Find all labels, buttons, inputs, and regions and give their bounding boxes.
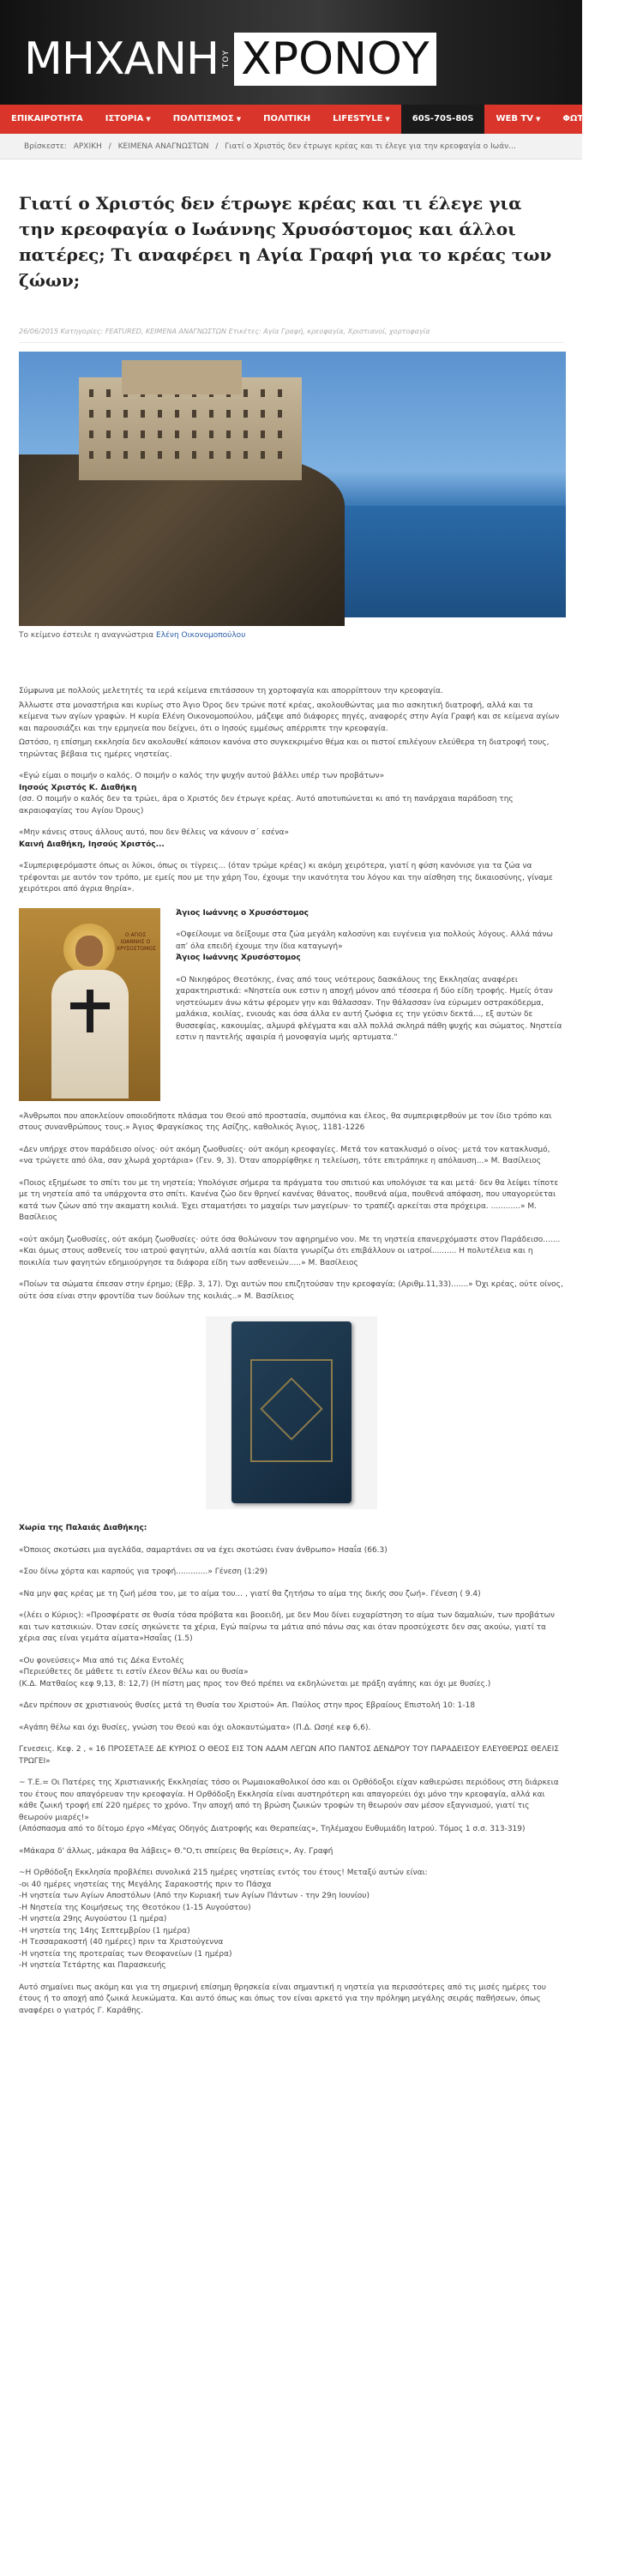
monastery-window <box>89 389 93 397</box>
quote <box>176 930 563 965</box>
icon-cross <box>87 990 93 1032</box>
site-header <box>0 0 582 105</box>
quote: «Ποίων τα σώματα έπεσαν στην έρημο; (Εβρ. 3, 17). Όχι αυτών που επιζητούσαν την κρεοφαγία; (Αριθμ.11,33).......» Όχι κρέας, ούτε οίνος, ούτε όσα είναι στην φροντίδα των δούλων της κοιλιάς..» Μ. Βασίλειος <box>19 1280 563 1301</box>
quote: «Να μην φας κρέας με τη ζωή μέσα του, με το αίμα του... , γιατί θα ζητήσω το αίμα της δικής σου ζωή». Γένεση ( 9.4) <box>19 1589 481 1598</box>
quote: «Συμπεριφερόμαστε όπως οι λύκοι, όπως οι τίγρεις... (όταν τρώμε κρέας) κι ακόμη χειρότερα, γιατί η φύση κανόνισε για τα ζώα να τρέφονται με αυτόν τον τρόπο, με εμείς που με την χάρη Του, έχουμε την ικανότητα του λόγου και την αίσθηση της δικαιοσύνης, γίναμε χειρότεροι από άγρια θηρία». <box>19 862 553 894</box>
chevron-down-icon: ▼ <box>146 116 151 123</box>
breadcrumb-current: Γιατί ο Χριστός δεν έτρωγε κρέας και τι έλεγε για την κρεοφαγία ο Ιωάν... <box>225 142 516 151</box>
monastery-window <box>278 410 282 418</box>
nav-item-photography[interactable]: ΦΩΤΟΓΡΑΦΙΑ <box>562 114 627 123</box>
nav-item-history[interactable]: ΙΣΤΟΡΙΑ ▼ <box>105 114 151 123</box>
breadcrumb-prefix: Βρίσκεστε: <box>24 142 67 151</box>
nav-item-lifestyle[interactable]: LIFESTYLE ▼ <box>333 114 390 123</box>
quote-source: Καινή Διαθήκη, Ιησούς Χριστός... <box>19 840 165 849</box>
monastery-window <box>123 410 128 418</box>
monastery-window <box>175 410 179 418</box>
chrysostom-section <box>19 908 563 1101</box>
monastery-window <box>141 410 145 418</box>
monastery-window <box>89 410 93 418</box>
article <box>0 190 582 2017</box>
breadcrumb-sep: / <box>215 142 219 151</box>
monastery-window <box>226 410 231 418</box>
paragraph: Ωστόσο, η επίσημη εκκλησία δεν ακολουθεί κάποιον κανόνα στο συγκεκριμένο θέμα και οι πιστοί επιλέγουν ελεύθερα τη διατροφή τους, τηρώντας βέβαια τις ημέρες νηστείας. <box>19 738 550 759</box>
monastery-window <box>123 430 128 438</box>
monastery-window <box>261 430 265 438</box>
monastery-window <box>209 430 213 438</box>
article-title: Γιατί ο Χριστός δεν έτρωγε κρέας και τι έλεγε για την κρεοφαγία ο Ιωάννης Χρυσόστομος και άλλοι πατέρες; Τι αναφέρει η Αγία Γραφή για το κρέας των ζώων; <box>19 193 552 291</box>
paragraph: ~ Τ.Ε.= Οι Πατέρες της Χριστιανικής Εκκλησίας τόσο οι Ρωμαιοκαθολικοί όσο και οι Ορθόδοξοι είχαν καθιερώσει περιόδους στη διάρκεια του έτους που απαγόρευαν την κρεοφαγία. Η Ορθόδοξη Εκκλησία είναι αυστηρότερη και απαγορεύει όχι μόνο την κρεοφαγία, αλλά και κάθε ζωική τροφή επί 220 ημέρες το χρόνο. Την αποχή από τη βρώση ζωικών τροφών τη θεωρούν σαν μέσον εξαγνισμού, γιατί τις θεωρούν μιαρές!» (Απόσπασμα από το δίτομο έργο «Μέγας Οδηγός Διατροφής και Θεραπείας», Τηλέμαχου Ευθυμιάδη Ιατρού. Τόμος 1 σ.σ. 313-319) <box>19 1779 559 1833</box>
quote: «Δεν πρέπουν σε χριστιανούς θυσίες μετά τη Θυσία του Χριστού» Απ. Παύλος στην προς Εβραίους Επιστολή 10: 1-18 <box>19 1701 476 1710</box>
quote-note: (σσ. Ο ποιμήν ο καλός δεν τα τρώει, άρα ο Χριστός δεν έτρωγε κρέας. Αυτό αποτυπώνεται κι από τη πανάρχαια παράδοση της ακραιοφαγίας του Αγίου Όρους) <box>19 795 514 816</box>
monastery-window <box>209 451 213 459</box>
paragraph: Άλλωστε στα μοναστήρια και κυρίως στο Άγιο Όρος δεν τρώνε ποτέ κρέας, ακολουθώντας μια πιο ασκητική διατροφή, αλλά και τα κείμενα των αγίων γραφών. Η κυρία Ελένη Οικονομοπούλου, μάζεψε από διάφορες πηγές, αναφορές στην Αγία Γραφή και σε κείμενα αγίων και παρουσιάζει και την ερμηνεία που δείχνει, ότι ο Ιησούς εμμέσως απέρριπτε την κρεοφαγία. <box>19 701 560 733</box>
monastery-window <box>175 430 179 438</box>
nav-item-politics[interactable]: ΠΟΛΙΤΙΚΗ <box>263 114 311 123</box>
saint-icon-image <box>19 908 160 1101</box>
list-item: -Η νηστεία της προτεραίας των Θεοφανείων (1 ημέρα) <box>19 1949 232 1959</box>
nav-item-culture[interactable]: ΠΟΛΙΤΙΣΜΟΣ ▼ <box>172 114 242 123</box>
hero-image-monastery <box>19 352 566 617</box>
quote: Γενεσεις. Κεφ. 2 , « 16 ΠΡΟΣΕΤΑΞΕ ΔΕ ΚΥΡΙΟΣ Ο ΘΕΟΣ ΕΙΣ ΤΟΝ ΑΔΑΜ ΛΕΓΩΝ ΑΠΟ ΠΑΝΤΟΣ ΔΕΝΔΡΟΥ ΤΟΥ ΠΑΡΑΔΕΙΣΟΥ ΕΛΕΥΘΕΡΩΣ ΘΕΛΕΙΣ ΤΡΩΓΕΙ» <box>19 1745 559 1766</box>
monastery-window <box>278 451 282 459</box>
hero-cliff <box>19 454 345 626</box>
breadcrumb-sep: / <box>108 142 111 151</box>
section-heading: Άγιος Ιωάννης ο Χρυσόστομος <box>176 908 309 918</box>
monastery-window <box>192 430 196 438</box>
nav-item-60s70s80s[interactable]: 60S-70S-80S <box>401 105 485 134</box>
quote-source: Ιησούς Χριστός Κ. Διαθήκη <box>19 783 137 792</box>
monastery-window <box>106 410 111 418</box>
quote: «Μάκαρα δ' άλλως, μάκαρα θα λάβεις» Θ."Ο,τι σπείρεις θα θερίσεις», Αγ. Γραφή <box>19 1846 334 1856</box>
monastery-window <box>278 430 282 438</box>
monastery-window <box>106 389 111 397</box>
monastery-window <box>141 451 145 459</box>
list-item: -Η Νηστεία της Κοιμήσεως της Θεοτόκου (1-15 Αυγούστου) <box>19 1903 251 1912</box>
monastery-window <box>158 451 162 459</box>
image-caption <box>19 631 563 640</box>
breadcrumb-home[interactable]: ΑΡΧΙΚΗ <box>73 142 102 151</box>
monastery-window <box>261 389 265 397</box>
monastery-window <box>226 451 231 459</box>
monastery-window <box>158 430 162 438</box>
caption-text: Το κείμενο έστειλε η αναγνώστρια <box>19 631 157 640</box>
icon-face <box>75 936 103 966</box>
nav-item-webtv[interactable]: WEB TV ▼ <box>496 114 541 123</box>
logo-word-small: ΤΟΥ <box>222 50 231 69</box>
caption-author-link[interactable]: Ελένη Οικονομοπούλου <box>156 631 246 640</box>
monastery-window <box>89 451 93 459</box>
monastery-window <box>106 451 111 459</box>
monastery-window <box>141 430 145 438</box>
icon-inscription: Ο ΑΓΙΟΣ ΙΩΑΝΝΗΣ Ο ΧΡΥΣΟΣΤΟΜΟΣ <box>117 931 156 952</box>
list-item: -Η Τεσσαρακοστή (40 ημέρες) πριν τα Χριστούγεννα <box>19 1938 224 1947</box>
quote: «Ο Νικηφόρος Θεοτόκης, ένας από τους νεότερους δασκάλους της Εκκλησίας αναφέρει χαρακτηριστικά: «Νηστεία ουκ εστιν η αποχή μόνον από τέσσερα ή δύο είδη τροφής. Ημείς όταν νηστεύωμεν άνω κάτω φέρομεν γην και θάλασσαν. Την θάλασσαν ίνα εύρωμεν οστρακόδερμα, μαλάκια, κοιλίας, ενιουάς και όσα άλλα εν αυτή ζωόφια ες την γεύσιν δεκτά..., εξ αυτών δε θυσσεφίας, κακουμίας, αλμυρά φλέγματα και αλλ πολλά σκληρά πάθη ψυχής και σώματος. Νηστεία εστιν η παντελής αφαιρία ή μονοφαγία ωμής αρτυματα." <box>176 975 562 1042</box>
nav-item-news[interactable]: ΕΠΙΚΑΙΡΟΤΗΤΑ <box>11 114 83 123</box>
monastery-window <box>123 451 128 459</box>
quote: «Ποιος εξημέωσε το σπίτι του με τη νηστεία; Υπολόγισε σήμερα τα πράγματα του σπιτιού και υπολόγισε τα και μετά· δεν θα λείψει τίποτε με τη νηστεία από τα υπάρχοντα στο σπίτι. Κανένα ζώο δεν θρηνεί κανένας θάνατος, πουθενά αίμα, πουθενά απόφαση, που υπαγορεύεται κατά των ζώων από την ακαματη κοιλιά. Έχει σταματήσει το μαχαίρι των μαγείρων· το τραπέζι αρκείται στα πρόχειρα. ............» Μ. Βασίλειος <box>19 1178 559 1222</box>
hero-monastery-top <box>122 360 242 394</box>
chrysostom-text <box>176 908 563 1101</box>
monastery-window <box>209 410 213 418</box>
monastery-window <box>243 410 248 418</box>
quote: «Δεν υπήρχε στον παράδεισο οίνος· ούτ ακόμη ζωοθυσίες· ούτ ακόμη κρεοφαγίες. Μετά τον κατακλυσμό ο οίνος· μετά τον κατακλυσμό, «να τρώγετε από όλα, σαν χλωρά χορτάρια» (Γεν. 9, 3). Όταν απορρίφθηκε η τελείωση, τότε επιτράπηκε η απόλαυση...» Μ. Βασίλειος <box>19 1145 550 1165</box>
monastery-window <box>158 410 162 418</box>
monastery-window <box>261 410 265 418</box>
quote: «Όποιος σκοτώσει μια αγελάδα, σαμαρτάνει σα να έχει σκοτώσει έναν άνθρωπο» Ησαΐα (66.3) <box>19 1545 388 1555</box>
chevron-down-icon: ▼ <box>535 116 541 123</box>
old-book-image <box>206 1316 377 1509</box>
list-item: -Η νηστεία των Αγίων Αποστόλων (Από την Κυριακή των Αγίων Πάντων - την 29η Ιουνίου) <box>19 1892 370 1900</box>
paragraph: Σύμφωνα με πολλούς μελετητές τα ιερά κείμενα επιτάσσουν τη χορτοφαγία και απορρίπτουν την κρεοφαγία. <box>19 687 443 695</box>
quote <box>19 771 563 817</box>
site-logo[interactable] <box>24 33 436 86</box>
monastery-window <box>226 430 231 438</box>
logo-word-box: ΧΡΟΝΟΥ <box>234 33 436 86</box>
monastery-window <box>89 430 93 438</box>
monastery-window <box>192 410 196 418</box>
monastery-window <box>192 451 196 459</box>
quote-source: Άγιος Ιωάννης Χρυσόστομος <box>176 954 301 962</box>
main-nav <box>0 105 627 134</box>
fasting-list <box>19 1880 563 1972</box>
monastery-window <box>243 451 248 459</box>
monastery-window <box>175 451 179 459</box>
article-meta: 26/06/2015 Κατηγορίες: FEATURED, ΚΕΙΜΕΝΑ ΑΝΑΓΝΩΣΤΩΝ Ετικέτες: Αγία Γραφή, κρεοφαγία, Χριστιανοί, χορτοφαγία <box>19 328 563 343</box>
logo-word-main: ΜΗΧΑΝΗ <box>24 33 219 85</box>
paragraph: Αυτό σημαίνει πως ακόμη και για τη σημερινή επίσημη θρησκεία είναι σημαντική η νηστεία για περισσότερες από τις μισές ημέρες του έτους ή το αποχή από ζωικά λευκώματα. Και αυτό όπως και όπως τον είναι αρκετό για την πρόληψη μεγάλης σειράς παθήσεων, όπως αναφέρει ο γιατρός Γ. Καράθης. <box>19 1983 546 2015</box>
list-item: -οι 40 ημέρες νηστείας της Μεγάλης Σαρακοστής πριν το Πάσχα <box>19 1880 272 1889</box>
monastery-window <box>278 389 282 397</box>
quote-text: «Μην κάνεις στους άλλους αυτό, που δεν θέλεις να κάνουν σ΄ εσένα» <box>19 828 290 837</box>
quote: «Άνθρωποι που αποκλείουν οποιοδήποτε πλάσμα του Θεού από προστασία, συμπόνια και έλεος, θα συμπεριφερθούν με τον ίδιο τρόπο και στους συνανθρώπους τους.» Άγιος Φραγκίσκος της Ασίζης, καθολικός Άγιος, 1181-1226 <box>19 1111 552 1132</box>
chevron-down-icon: ▼ <box>236 116 242 123</box>
list-item: -Η νηστεία Τετάρτης και Παρασκευής <box>19 1961 166 1970</box>
breadcrumb <box>0 134 582 159</box>
list-item: -Η νηστεία 29ης Αυγούστου (1 ημέρα) <box>19 1915 167 1923</box>
quote-text: «Οφείλουμε να δείξουμε στα ζώα μεγάλη καλοσύνη και ευγένεια για πολλούς λόγους. Αλλά πάνω απ’ όλα επειδή έχουμε την ίδια καταγωγή» <box>176 930 553 951</box>
paragraph: ~Η Ορθόδοξη Εκκλησία προβλέπει συνολικά 215 ημέρες νηστείας εντός του έτους! Μεταξύ αυτών είναι: <box>19 1869 428 1877</box>
monastery-window <box>261 451 265 459</box>
monastery-window <box>106 430 111 438</box>
quote <box>19 828 563 851</box>
breadcrumb-category[interactable]: ΚΕΙΜΕΝΑ ΑΝΑΓΝΩΣΤΩΝ <box>117 142 209 151</box>
list-item: -Η νηστεία της 14ης Σεπτεμβρίου (1 ημέρα) <box>19 1926 190 1935</box>
quote: «(λέει ο Κύριος): «Προσφέρατε σε θυσία τόσα πρόβατα και βοοειδή, με δεν Μου δίνει ευχαρίστηση το αίμα των δαμαλιών, των προβάτων και των κατσικιών. Όταν εσείς σηκώνετε τα χέρια, Εγώ παίρνω τα μάτια από πάνω σας και όταν προσεύχεστε δεν σας ακούω, γιατί τα χέρια σας είναι γεμάτα αίματα»Ησαΐας (1.5) <box>19 1611 556 1643</box>
quote: «ούτ ακόμη ζωοθυσίες, ούτ ακόμη ζωοθυσίες· ούτε όσα θολώνουν τον αφηρημένο νου. Με τη νηστεία επανερχόμαστε στον Παράδεισο....... «Και όμως στους ασθενείς του ιατρού φαγητών, αλλά ασιτία και δίαιτα γνωρίζω ότι επιβάλλουν οι ιατροί.......... Η πολυτέλεια και η ποικιλία των φαγητών εδημιούργησε τα διάφορα είδη των ασθενειών.....» Μ. Βασίλειος <box>19 1235 561 1267</box>
quote: «Σου δίνω χόρτα και καρπούς για τροφή.............» Γένεση (1:29) <box>19 1568 268 1576</box>
quote: «Ου φονεύσεις» Μια από τις Δέκα Εντολές «Περιεύθετες δε μάθετε τι εστίν έλεον θέλω και ου θυσία» (Κ.Δ. Ματθαίος κεφ 9,13, 8: 12,7) (Η πίστη μας προς τον Θεό πρέπει να εκδηλώνεται με πράξη αγάπης και όχι με θυσίες.) <box>19 1656 491 1688</box>
chevron-down-icon: ▼ <box>385 116 390 123</box>
section-heading: Χωρία της Παλαιάς Διαθήκης: <box>19 1524 147 1532</box>
monastery-window <box>243 389 248 397</box>
quote: «Αγάπη θέλω και όχι θυσίες, γνώση του Θεού και όχι ολοκαυτώματα» (Π.Δ. Ωσηέ κεφ 6,6). <box>19 1723 371 1732</box>
monastery-window <box>243 430 248 438</box>
quote-text: «Εγώ είμαι ο ποιμήν ο καλός. Ο ποιμήν ο καλός την ψυχήν αυτού βάλλει υπέρ των προβάτων» <box>19 772 385 780</box>
